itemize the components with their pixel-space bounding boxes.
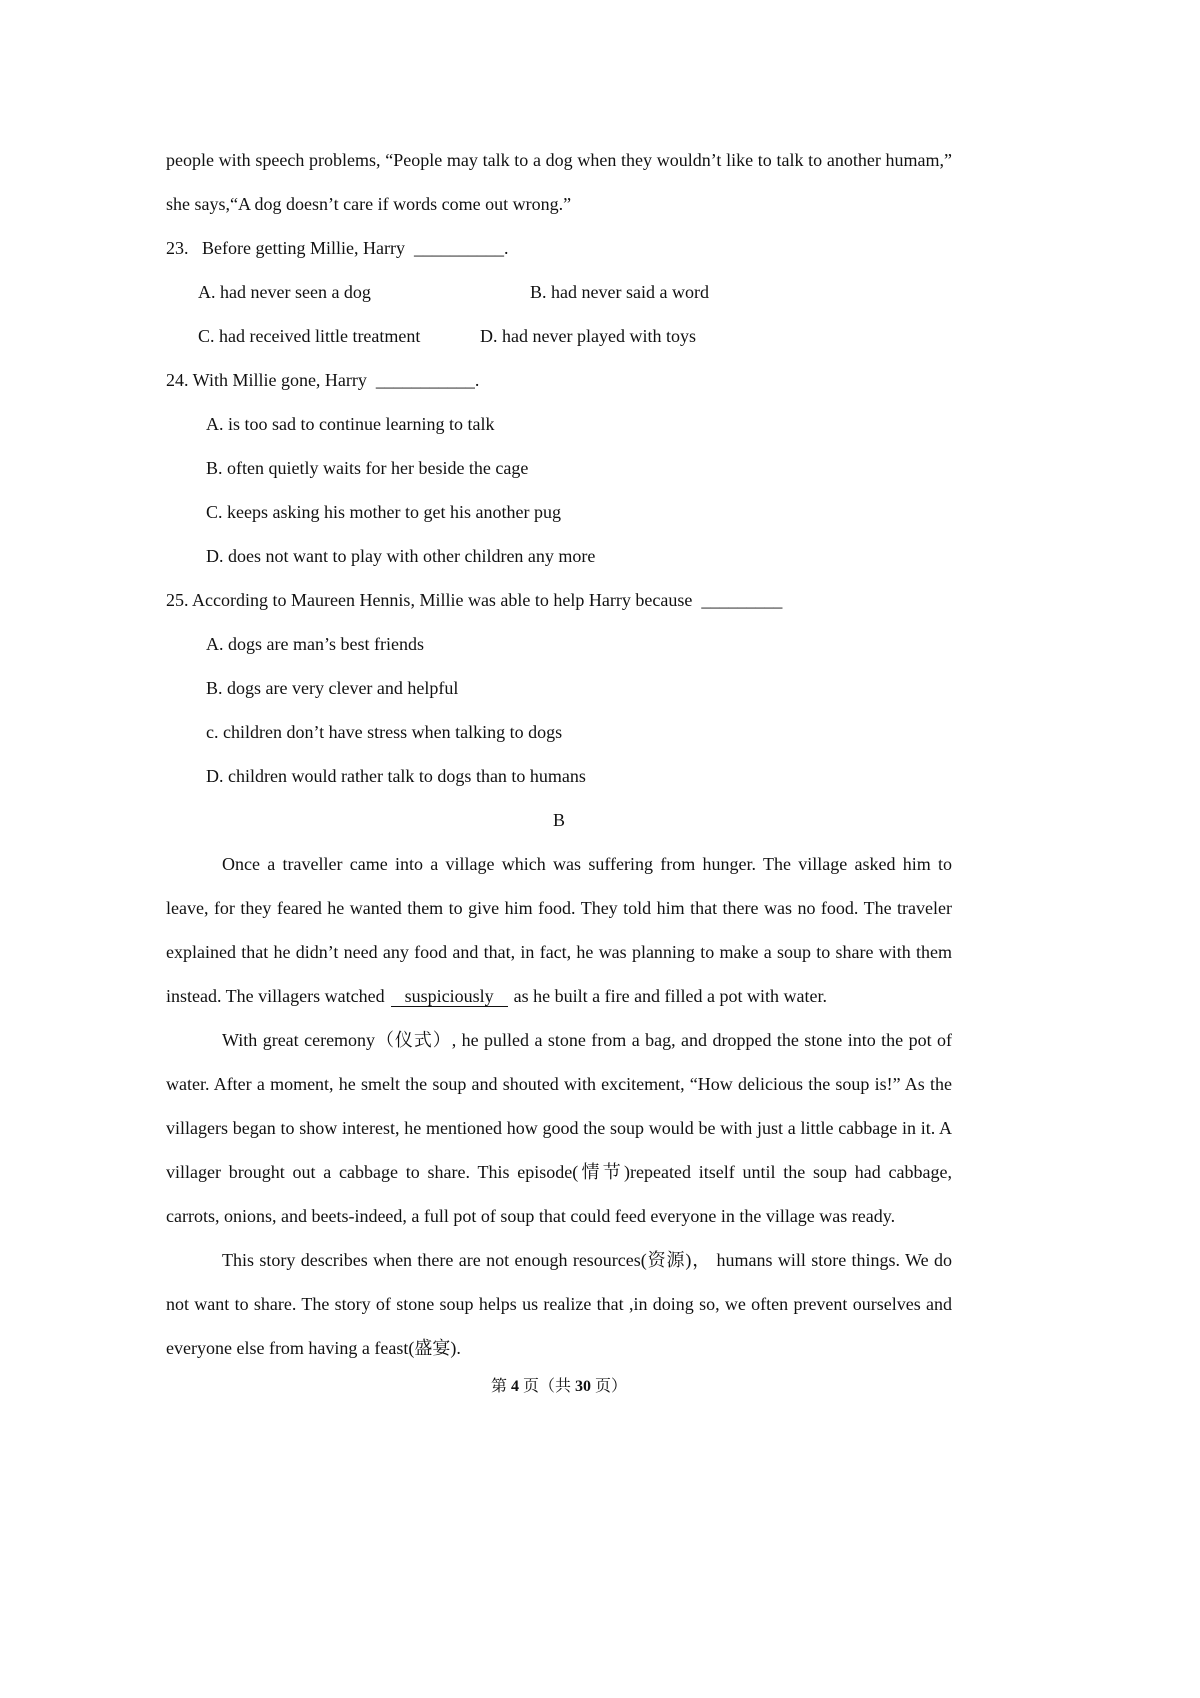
paragraph-1-text-before: Once a traveller came into a village which was suffering from hunger. The village asked him to leave, for they feared he wanted them to give him food. They told him that there was no food. The traveler explained that he didn’t need any food and that, in fact, he was planning to make a soup to share with them instead. The villagers watched [166,854,952,1006]
footer-text-post: 页） [591,1378,628,1395]
footer-page-number: 4 [510,1378,519,1395]
question-23-options-row-2 [166,314,952,358]
option-23-d: D. had never played with toys [480,326,696,346]
passage-paragraph-1 [166,842,952,1018]
footer-total-pages: 30 [575,1378,591,1395]
footer-text-pre: 第 [490,1378,511,1395]
document-page [166,0,952,1402]
option-24-c: C. keeps asking his mother to get his another pug [206,502,561,522]
question-24 [166,358,952,578]
option-24-d: D. does not want to play with other children any more [206,546,596,566]
option-23-b: B. had never said a word [530,282,709,302]
option-25-d: D. children would rather talk to dogs than to humans [206,766,586,786]
underlined-word-suspiciously: suspiciously [391,986,508,1007]
passage-paragraph-2: With great ceremony（仪式）, he pulled a stone from a bag, and dropped the stone into the pot of water. After a moment, he smelt the soup and shouted with excitement, “How delicious the soup is!” As the villagers began to show interest, he mentioned how good the soup would be with just a little cabbage in it. A villager brought out a cabbage to share. This episode(情节)repeated itself until the soup had cabbage, carrots, onions, and beets-indeed, a full pot of soup that could feed everyone in the village was ready. [166,1030,952,1226]
question-24-stem: 24. With Millie gone, Harry ___________. [166,370,480,390]
option-24-a: A. is too sad to continue learning to talk [206,414,495,434]
question-23 [166,226,952,358]
footer-text-mid: 页（共 [518,1378,575,1395]
option-23-c: C. had received little treatment [198,326,421,346]
option-25-a: A. dogs are man’s best friends [206,634,424,654]
question-23-stem: 23. Before getting Millie, Harry __________. [166,238,509,258]
option-25-c: c. children don’t have stress when talking to dogs [206,722,563,742]
question-23-options-row-1 [166,270,952,314]
paragraph-1-text-after: as he built a fire and filled a pot with water. [513,986,828,1006]
section-b-heading: B [552,810,565,830]
question-25-stem: 25. According to Maureen Hennis, Millie was able to help Harry because _________ [166,590,783,610]
passage-paragraph-3: This story describes when there are not enough resources(资源)， humans will store things. We do not want to share. The story of stone soup helps us realize that ,in doing so, we often prevent ourselves and everyone else from having a feast(盛宴). [166,1250,952,1358]
option-25-b: B. dogs are very clever and helpful [206,678,459,698]
option-24-b: B. often quietly waits for her beside the cage [206,458,529,478]
option-23-a: A. had never seen a dog [198,282,371,302]
question-25 [166,578,952,798]
page-footer [166,1372,952,1402]
intro-paragraph: people with speech problems, “People may talk to a dog when they wouldn’t like to talk to another humam,” she says,“A dog doesn’t care if words come out wrong.” [166,150,952,214]
